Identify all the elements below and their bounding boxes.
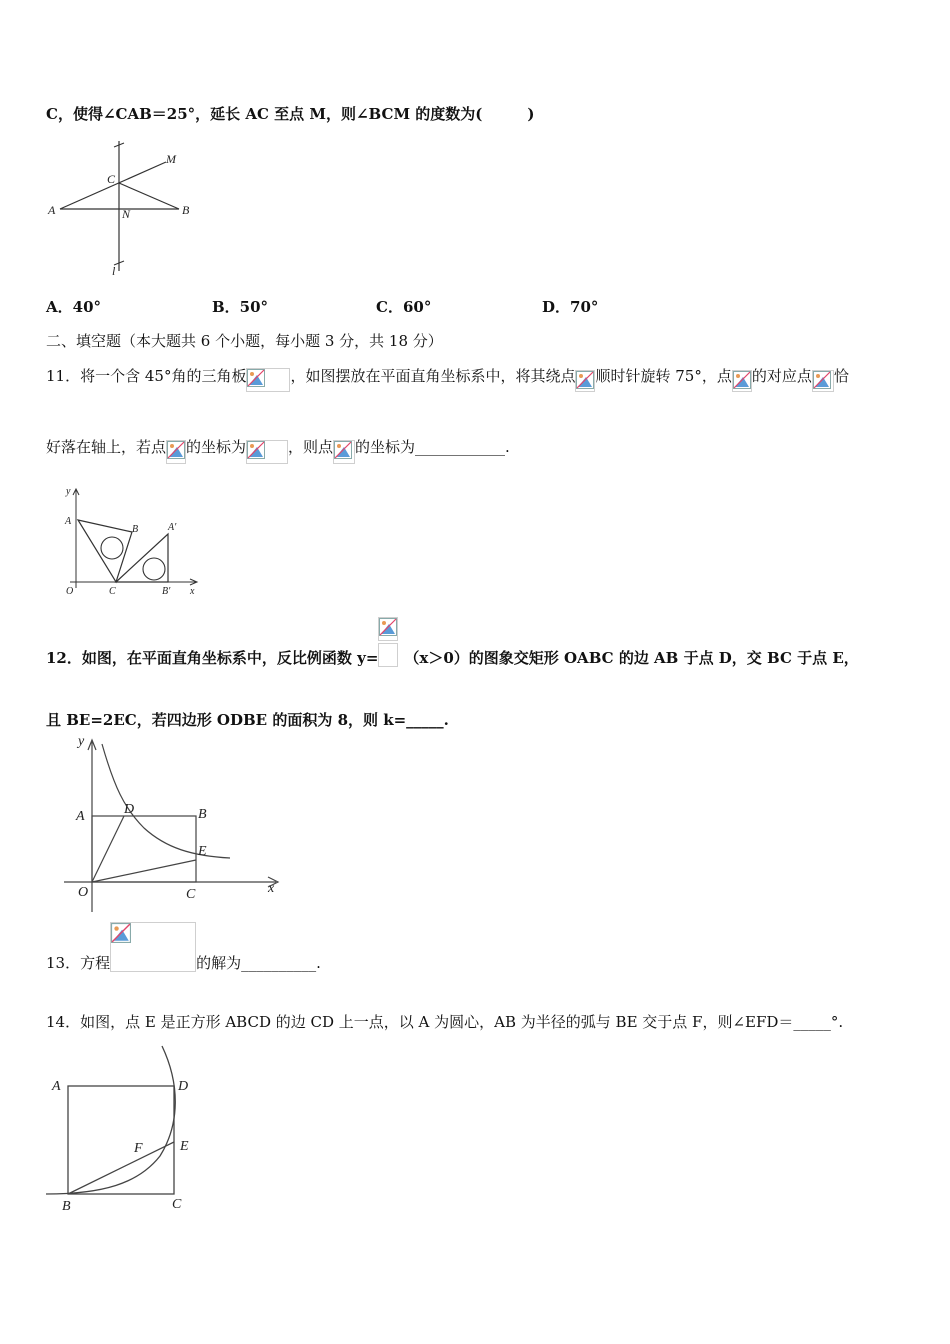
q12-label-o: O (78, 885, 89, 900)
q10-label-n: N (122, 207, 131, 221)
q11-text-8: ，则点 (288, 438, 334, 456)
q12-line-1 (46, 617, 859, 667)
broken-image-icon (246, 440, 288, 464)
q11-text-1: 11．将一个含 45°角的三角板 (46, 367, 247, 385)
q14-figure (42, 1044, 202, 1216)
q14-label-b: B (62, 1199, 71, 1214)
q12-fraction-images (378, 617, 398, 667)
q12-label-d: D (124, 802, 135, 817)
q11-text-2: ，如图摆放在平面直角坐标系中，将其绕点 (290, 367, 576, 385)
q12-text-1: 12．如图，在平面直角坐标系中，反比例函数 y= (46, 649, 379, 667)
q14-label-a: A (52, 1079, 61, 1094)
q12-label-b: B (198, 807, 207, 822)
section-heading: 二、填空题（本大题共 6 个小题，每小题 3 分，共 18 分） (46, 332, 443, 350)
q11-label-b-prime: B′ (162, 586, 171, 597)
broken-image-icon (333, 440, 355, 464)
q11-text-6: 好落在轴上，若点 (46, 438, 167, 456)
q12-line-2: 且 BE=2EC，若四边形 ODBE 的面积为 8，则 k=_____. (46, 711, 449, 729)
broken-image-icon (812, 370, 834, 392)
q11-label-x: x (190, 586, 195, 597)
q11-text-5: 恰 (833, 367, 849, 385)
q11-text-4: 的对应点 (751, 367, 812, 385)
q10-option-c: C．60° (376, 298, 432, 316)
q10-label-l: l (112, 264, 116, 278)
q13-line (46, 922, 321, 972)
q11-line-1 (46, 360, 849, 384)
q14-label-c: C (172, 1197, 182, 1212)
broken-image-icon (732, 370, 752, 392)
broken-image-icon (246, 368, 290, 392)
q11-label-b: B (132, 524, 139, 535)
q10-option-a: A．40° (46, 298, 102, 316)
broken-image-icon (378, 617, 398, 641)
blank-image-box (378, 643, 398, 667)
q11-label-a: A (65, 516, 72, 527)
q13-text-1: 13．方程 (46, 954, 111, 972)
q11-text-3: 顺时针旋转 75°，点 (595, 367, 732, 385)
q11-text-9: 的坐标为____________. (355, 438, 510, 456)
q10-figure (44, 136, 204, 280)
q10-label-b: B (182, 203, 190, 217)
q12-label-a: A (76, 809, 85, 824)
broken-image-icon (166, 440, 186, 464)
q11-text-7: 的坐标为 (186, 438, 247, 456)
q14-label-d: D (178, 1079, 189, 1094)
q12-figure (62, 736, 284, 914)
q14-text: 14．如图，点 E 是正方形 ABCD 的边 CD 上一点，以 A 为圆心，AB 为半径的弧与 BE 交于点 F，则∠EFD＝_____°. (46, 1013, 844, 1031)
q10-label-a: A (48, 203, 56, 217)
q11-label-a-prime: A′ (168, 522, 177, 533)
broken-image-icon (575, 370, 595, 392)
q11-label-y: y (66, 486, 71, 497)
q10-stem: C，使得∠CAB＝25°，延长 AC 至点 M，则∠BCM 的度数为( ) (46, 105, 535, 123)
q12-text-2: （x＞0）的图象交矩形 OABC 的边 AB 于点 D，交 BC 于点 E， (404, 649, 859, 667)
q10-label-c: C (107, 172, 116, 186)
q12-label-x: x (268, 881, 275, 896)
q11-figure (60, 484, 210, 602)
q11-label-o: O (66, 586, 74, 597)
q11-label-c: C (109, 586, 116, 597)
q10-option-b: B．50° (212, 298, 269, 316)
q10-label-m: M (166, 152, 176, 166)
q14-label-f: F (134, 1141, 143, 1156)
q12-label-c: C (186, 887, 196, 902)
broken-image-icon (110, 922, 196, 972)
q12-label-y: y (78, 736, 85, 749)
q14-label-e: E (180, 1139, 189, 1154)
q13-text-2: 的解为__________. (196, 954, 321, 972)
q12-label-e: E (198, 844, 207, 859)
q10-option-d: D．70° (542, 298, 599, 316)
q11-line-2 (46, 430, 510, 456)
